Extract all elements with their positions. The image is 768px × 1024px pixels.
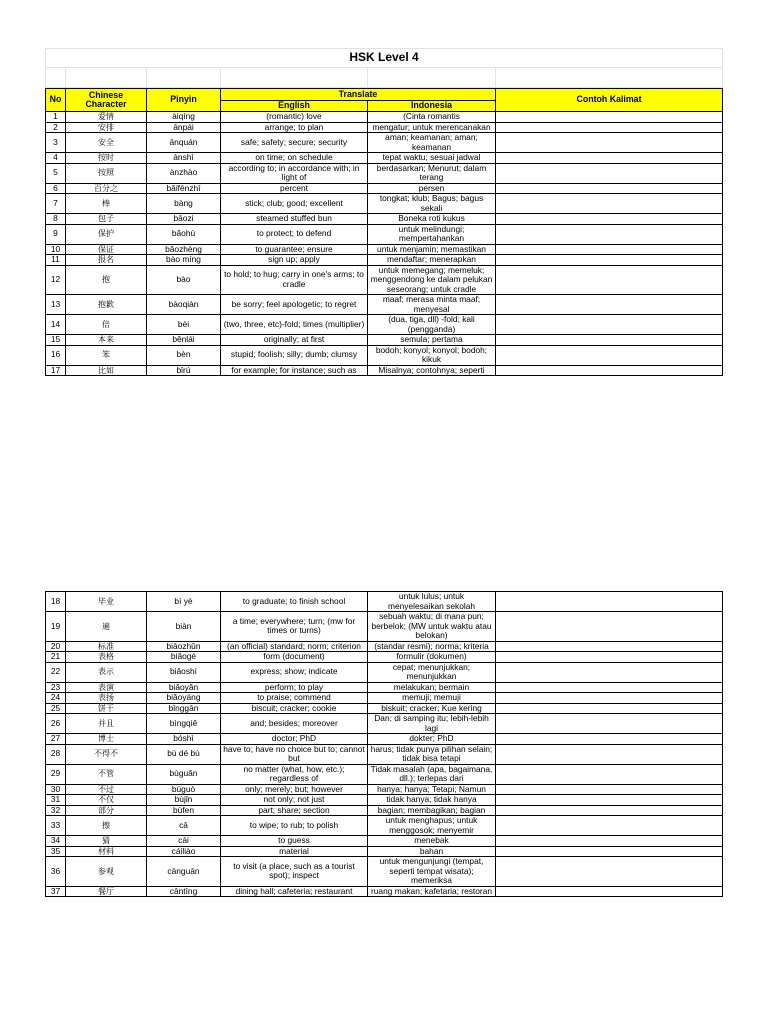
row-english: and; besides; moreover [221, 714, 368, 734]
row-english: (two, three, etc)-fold; times (multiplier) [221, 315, 368, 335]
row-example [496, 846, 723, 857]
table-row [46, 315, 723, 335]
row-number: 13 [46, 295, 66, 315]
row-english: to guarantee; ensure [221, 244, 368, 255]
row-pinyin: ànshí [147, 153, 221, 164]
row-pinyin: bàoqiàn [147, 295, 221, 315]
row-indonesia: semula; pertama [368, 335, 496, 346]
row-english: on time; on schedule [221, 153, 368, 164]
row-example [496, 183, 723, 194]
row-english: be sorry; feel apologetic; to regret [221, 295, 368, 315]
row-chinese-character: 报名 [66, 255, 147, 266]
row-pinyin: biǎoyáng [147, 693, 221, 704]
row-chinese-character: 表演 [66, 682, 147, 693]
row-pinyin: ānpái [147, 122, 221, 133]
row-indonesia: tidak hanya; tidak hanya [368, 795, 496, 806]
row-indonesia: persen [368, 183, 496, 194]
row-pinyin: bùguǎn [147, 764, 221, 784]
table-row [46, 295, 723, 315]
row-number: 21 [46, 652, 66, 663]
table-row [46, 846, 723, 857]
row-number: 35 [46, 846, 66, 857]
row-example [496, 857, 723, 887]
row-chinese-character: 表示 [66, 662, 147, 682]
row-pinyin: bǎohù [147, 224, 221, 244]
row-indonesia: untuk menghapus; untuk menggosok; menyemir [368, 816, 496, 836]
row-chinese-character: 饼干 [66, 703, 147, 714]
row-example [496, 335, 723, 346]
row-example [496, 244, 723, 255]
row-indonesia: (dua, tiga, dll) -fold; kali (pengganda) [368, 315, 496, 335]
row-number: 34 [46, 836, 66, 847]
table-row [46, 244, 723, 255]
row-example [496, 122, 723, 133]
row-english: only; merely; but; however [221, 784, 368, 795]
table-row [46, 734, 723, 745]
row-number: 10 [46, 244, 66, 255]
row-pinyin: bìngqiě [147, 714, 221, 734]
row-number: 18 [46, 592, 66, 612]
row-number: 5 [46, 163, 66, 183]
row-example [496, 805, 723, 816]
table-row [46, 652, 723, 663]
row-example [496, 345, 723, 365]
row-number: 14 [46, 315, 66, 335]
row-chinese-character: 笨 [66, 345, 147, 365]
row-number: 2 [46, 122, 66, 133]
row-pinyin: bào [147, 265, 221, 295]
row-pinyin: cāntīng [147, 886, 221, 897]
table-row [46, 163, 723, 183]
header-character: Chinese Character [66, 89, 147, 112]
row-chinese-character: 不得不 [66, 744, 147, 764]
table-row [46, 857, 723, 887]
row-indonesia: untuk mengunjungi (tempat, seperti tempat wisata); memeriksa [368, 857, 496, 887]
title-area [45, 48, 723, 88]
row-pinyin: cā [147, 816, 221, 836]
row-english: have to; have no choice but to; cannot but [221, 744, 368, 764]
row-english: doctor; PhD [221, 734, 368, 745]
row-chinese-character: 餐厅 [66, 886, 147, 897]
row-english: steamed stuffed bun [221, 214, 368, 225]
row-example [496, 652, 723, 663]
row-english: a time; everywhere; turn; (mw for times or turns) [221, 612, 368, 642]
row-pinyin: bùjǐn [147, 795, 221, 806]
row-example [496, 641, 723, 652]
row-pinyin: bóshì [147, 734, 221, 745]
table-row [46, 194, 723, 214]
row-number: 24 [46, 693, 66, 704]
row-pinyin: biǎoshì [147, 662, 221, 682]
row-example [496, 662, 723, 682]
row-chinese-character: 表扬 [66, 693, 147, 704]
row-pinyin: běnlái [147, 335, 221, 346]
row-number: 30 [46, 784, 66, 795]
row-indonesia: Boneka roti kukus [368, 214, 496, 225]
row-pinyin: bùfen [147, 805, 221, 816]
row-chinese-character: 保护 [66, 224, 147, 244]
row-number: 32 [46, 805, 66, 816]
row-chinese-character: 不管 [66, 764, 147, 784]
row-number: 15 [46, 335, 66, 346]
table-row [46, 345, 723, 365]
row-pinyin: bǐnggān [147, 703, 221, 714]
row-number: 20 [46, 641, 66, 652]
table-row [46, 641, 723, 652]
row-chinese-character: 标准 [66, 641, 147, 652]
row-indonesia: melakukan; bermain [368, 682, 496, 693]
row-indonesia: (standar resmi); norma; kriteria [368, 641, 496, 652]
blank-row [46, 68, 723, 88]
row-chinese-character: 不过 [66, 784, 147, 795]
row-pinyin: ānquán [147, 133, 221, 153]
row-chinese-character: 安全 [66, 133, 147, 153]
row-indonesia: mendaftar; menerapkan [368, 255, 496, 266]
row-pinyin: bǎifēnzhī [147, 183, 221, 194]
row-chinese-character: 抱歉 [66, 295, 147, 315]
row-pinyin: cānguān [147, 857, 221, 887]
row-example [496, 214, 723, 225]
row-chinese-character: 毕业 [66, 592, 147, 612]
header-pinyin: Pinyin [147, 89, 221, 112]
row-number: 27 [46, 734, 66, 745]
row-pinyin: bù dé bù [147, 744, 221, 764]
row-english: dining hall; cafeteria; restaurant [221, 886, 368, 897]
table-row [46, 703, 723, 714]
row-example [496, 795, 723, 806]
row-example [496, 365, 723, 376]
row-number: 1 [46, 112, 66, 123]
row-english: part; share; section [221, 805, 368, 816]
row-english: to guess [221, 836, 368, 847]
row-indonesia: Tidak masalah (apa, bagaimana, dll.); terlepas dari [368, 764, 496, 784]
row-number: 9 [46, 224, 66, 244]
row-example [496, 194, 723, 214]
row-indonesia: untuk menjamin; memastikan [368, 244, 496, 255]
row-pinyin: biāozhǔn [147, 641, 221, 652]
row-english: percent [221, 183, 368, 194]
row-indonesia: maaf; merasa minta maaf; menyesal [368, 295, 496, 315]
row-chinese-character: 按时 [66, 153, 147, 164]
row-example [496, 163, 723, 183]
row-chinese-character: 棒 [66, 194, 147, 214]
row-indonesia: sebuah waktu; di mana pun; berbelok; (MW untuk waktu atau belokan) [368, 612, 496, 642]
row-english: perform; to play [221, 682, 368, 693]
table-row [46, 805, 723, 816]
row-pinyin: bǎozhèng [147, 244, 221, 255]
row-indonesia: hanya; hanya; Tetapi; Namun [368, 784, 496, 795]
row-number: 19 [46, 612, 66, 642]
row-example [496, 886, 723, 897]
row-example [496, 224, 723, 244]
row-chinese-character: 不仅 [66, 795, 147, 806]
row-pinyin: bǐrú [147, 365, 221, 376]
table-row [46, 133, 723, 153]
row-example [496, 592, 723, 612]
table-row [46, 224, 723, 244]
row-english: sign up; apply [221, 255, 368, 266]
row-chinese-character: 按照 [66, 163, 147, 183]
row-chinese-character: 猜 [66, 836, 147, 847]
row-pinyin: búguò [147, 784, 221, 795]
row-indonesia: formulir (dokumen) [368, 652, 496, 663]
row-pinyin: bèi [147, 315, 221, 335]
row-english: form (document) [221, 652, 368, 663]
row-chinese-character: 抱 [66, 265, 147, 295]
row-indonesia: (Cinta romantis [368, 112, 496, 123]
row-example [496, 764, 723, 784]
header-indonesia: Indonesia [368, 100, 496, 112]
row-chinese-character: 遍 [66, 612, 147, 642]
row-number: 11 [46, 255, 66, 266]
row-number: 4 [46, 153, 66, 164]
row-english: express; show; indicate [221, 662, 368, 682]
row-number: 8 [46, 214, 66, 225]
row-example [496, 744, 723, 764]
row-example [496, 133, 723, 153]
row-chinese-character: 安排 [66, 122, 147, 133]
row-indonesia: bodoh; konyol; konyol; bodoh; kikuk [368, 345, 496, 365]
row-number: 25 [46, 703, 66, 714]
row-pinyin: bì yè [147, 592, 221, 612]
row-example [496, 682, 723, 693]
table-row [46, 592, 723, 612]
row-english: arrange; to plan [221, 122, 368, 133]
table-row [46, 886, 723, 897]
row-chinese-character: 比如 [66, 365, 147, 376]
row-indonesia: menebak [368, 836, 496, 847]
row-english: (romantic) love [221, 112, 368, 123]
table-row [46, 183, 723, 194]
table-row [46, 836, 723, 847]
header-no: No [46, 89, 66, 112]
page-title: HSK Level 4 [46, 49, 723, 68]
row-indonesia: bagian; membagikan; bagian [368, 805, 496, 816]
table-row [46, 744, 723, 764]
row-indonesia: ruang makan; kafetaria; restoran [368, 886, 496, 897]
row-number: 37 [46, 886, 66, 897]
row-pinyin: bèn [147, 345, 221, 365]
row-number: 7 [46, 194, 66, 214]
table-row [46, 662, 723, 682]
row-chinese-character: 本来 [66, 335, 147, 346]
vocab-table-2 [45, 591, 723, 897]
table-row [46, 784, 723, 795]
row-indonesia: cepat; menunjukkan; menunjukkan [368, 662, 496, 682]
row-number: 12 [46, 265, 66, 295]
row-number: 16 [46, 345, 66, 365]
row-english: to protect; to defend [221, 224, 368, 244]
row-indonesia: biskuit; cracker; Kue kering [368, 703, 496, 714]
row-number: 31 [46, 795, 66, 806]
row-english: to praise; commend [221, 693, 368, 704]
row-pinyin: biǎoyǎn [147, 682, 221, 693]
row-indonesia: aman; keamanan; aman; keamanan [368, 133, 496, 153]
row-pinyin: bàng [147, 194, 221, 214]
row-example [496, 703, 723, 714]
row-example [496, 112, 723, 123]
row-indonesia: untuk lulus; untuk menyelesaikan sekolah [368, 592, 496, 612]
row-english: stupid; foolish; silly; dumb; clumsy [221, 345, 368, 365]
row-chinese-character: 爱情 [66, 112, 147, 123]
table-row [46, 693, 723, 704]
table-row [46, 214, 723, 225]
table-row [46, 265, 723, 295]
row-number: 28 [46, 744, 66, 764]
row-pinyin: àiqíng [147, 112, 221, 123]
row-chinese-character: 博士 [66, 734, 147, 745]
row-english: safe; safety; secure; security [221, 133, 368, 153]
row-pinyin: biàn [147, 612, 221, 642]
row-example [496, 693, 723, 704]
row-number: 23 [46, 682, 66, 693]
row-pinyin: bāozi [147, 214, 221, 225]
row-example [496, 836, 723, 847]
table-row [46, 612, 723, 642]
row-example [496, 816, 723, 836]
vocab-table-1 [45, 88, 723, 376]
row-indonesia: untuk memegang; memeluk; menggendong ke dalam pelukan seseorang; untuk cradle [368, 265, 496, 295]
row-english: biscuit; cracker; cookie [221, 703, 368, 714]
row-english: no matter (what, how, etc.); regardless of [221, 764, 368, 784]
row-example [496, 295, 723, 315]
table-row [46, 335, 723, 346]
table-row [46, 795, 723, 806]
row-chinese-character: 材料 [66, 846, 147, 857]
row-chinese-character: 部分 [66, 805, 147, 816]
row-example [496, 153, 723, 164]
row-pinyin: cāi [147, 836, 221, 847]
row-chinese-character: 倍 [66, 315, 147, 335]
row-indonesia: mengatur; untuk merencanakan [368, 122, 496, 133]
row-chinese-character: 包子 [66, 214, 147, 225]
row-example [496, 784, 723, 795]
table-row [46, 816, 723, 836]
row-number: 6 [46, 183, 66, 194]
row-chinese-character: 保证 [66, 244, 147, 255]
row-english: according to; in accordance with; in light of [221, 163, 368, 183]
row-pinyin: biǎogé [147, 652, 221, 663]
row-pinyin: cáiliào [147, 846, 221, 857]
row-number: 17 [46, 365, 66, 376]
row-indonesia: tongkat; klub; Bagus; bagus sekali [368, 194, 496, 214]
row-english: for example; for instance; such as [221, 365, 368, 376]
row-chinese-character: 表格 [66, 652, 147, 663]
row-indonesia: Misalnya; contohnya; seperti [368, 365, 496, 376]
table-row [46, 255, 723, 266]
row-english: (an official) standard; norm; criterion [221, 641, 368, 652]
row-chinese-character: 百分之 [66, 183, 147, 194]
row-example [496, 255, 723, 266]
row-chinese-character: 参观 [66, 857, 147, 887]
header-translate: Translate [221, 89, 496, 101]
row-number: 3 [46, 133, 66, 153]
row-indonesia: bahan [368, 846, 496, 857]
row-indonesia: berdasarkan; Menurut; dalam terang [368, 163, 496, 183]
table-row [46, 714, 723, 734]
row-indonesia: Dan; di samping itu; lebih-lebih lagi [368, 714, 496, 734]
row-english: to hold; to hug; carry in one's arms; to cradle [221, 265, 368, 295]
table-row [46, 153, 723, 164]
table-row [46, 682, 723, 693]
row-chinese-character: 擦 [66, 816, 147, 836]
row-indonesia: untuk melindungi; mempertahankan [368, 224, 496, 244]
row-number: 33 [46, 816, 66, 836]
row-example [496, 612, 723, 642]
row-chinese-character: 并且 [66, 714, 147, 734]
row-pinyin: bào míng [147, 255, 221, 266]
row-example [496, 734, 723, 745]
row-example [496, 714, 723, 734]
row-indonesia: harus; tidak punya pilihan selain; tidak bisa tetapi [368, 744, 496, 764]
table-row [46, 764, 723, 784]
row-example [496, 265, 723, 295]
row-english: to visit (a place, such as a tourist spot); inspect [221, 857, 368, 887]
table-row [46, 112, 723, 123]
row-english: to wipe; to rub; to polish [221, 816, 368, 836]
row-english: stick; club; good; excellent [221, 194, 368, 214]
row-english: originally; at first [221, 335, 368, 346]
row-english: not only; not just [221, 795, 368, 806]
row-number: 26 [46, 714, 66, 734]
row-english: to graduate; to finish school [221, 592, 368, 612]
row-pinyin: ànzhào [147, 163, 221, 183]
table-row [46, 122, 723, 133]
row-indonesia: memuji; memuji [368, 693, 496, 704]
row-number: 29 [46, 764, 66, 784]
row-number: 22 [46, 662, 66, 682]
row-indonesia: tepat waktu; sesuai jadwal [368, 153, 496, 164]
row-english: material [221, 846, 368, 857]
header-english: English [221, 100, 368, 112]
header-example: Contoh Kalimat [496, 89, 723, 112]
row-number: 36 [46, 857, 66, 887]
row-indonesia: dokter; PhD [368, 734, 496, 745]
table-row [46, 365, 723, 376]
row-example [496, 315, 723, 335]
